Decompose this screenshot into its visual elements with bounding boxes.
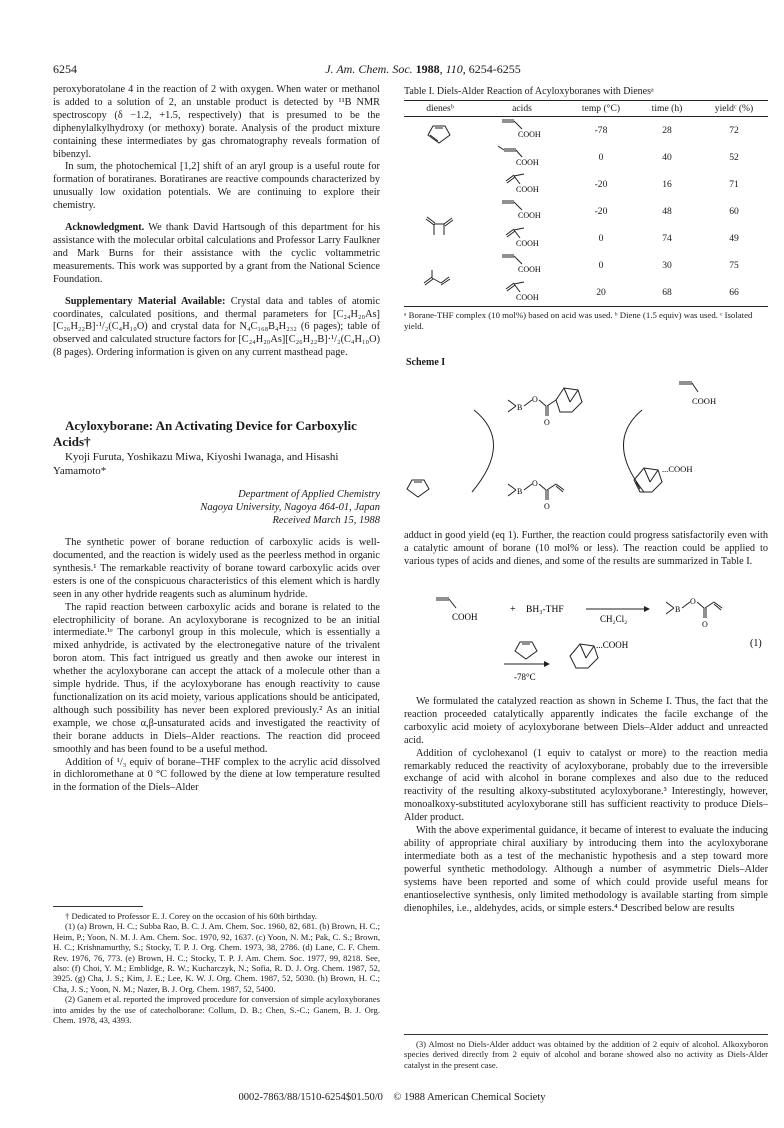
oxygen-label: O: [544, 418, 550, 427]
cell-temp: -78: [594, 125, 608, 136]
journal-year: 1988: [415, 62, 440, 76]
scheme-title: Scheme I: [406, 357, 446, 368]
table-row: [404, 117, 768, 145]
cooh-label: COOH: [516, 239, 539, 248]
cell-temp: 0: [598, 260, 604, 271]
eq-cooh-exo-label: ...COOH: [596, 640, 629, 650]
equation-1: [404, 586, 768, 684]
table-1: [404, 86, 768, 331]
prev-article-paragraph-1: peroxyboratolane 4 in the reaction of 2 with oxygen. When water or methanol is added to a solution of 2, an unstable product is detected by ¹¹B NMR spectroscopy (δ −1.2, +1.5, respectively) that is presumed to be the diphenylalkylhydroxy (or methoxy) borate. Analysis of the product mixture containing these intermediates by gas chromatography reveals formation of bibenzyl.: [53, 84, 380, 160]
scheme-arc-left: [472, 410, 494, 492]
page-number: 6254: [53, 62, 77, 76]
acrylic-acid-structure: [492, 117, 552, 141]
methacrylic-acid-structure: [492, 171, 552, 195]
right-paragraph-2: We formulated the catalyzed reaction as shown in Scheme I. Thus, the fact that the reaction proceeded catalytically apparently indicates the facile exchange of the carboxylic acid moiety of acyloxyborane between Diels–Alder adduct and unreacted acid.: [404, 696, 768, 746]
cell-time: 40: [662, 152, 672, 163]
running-header: J. Am. Chem. Soc. 1988, 110, 6254-6255: [325, 62, 521, 76]
article-title: Acyloxyborane: An Activating Device for Carboxylic Acids†: [53, 418, 357, 450]
cell-time: 68: [662, 287, 672, 298]
cell-time: 28: [662, 125, 672, 136]
eq-boron-label: B: [675, 605, 681, 614]
dimethylbutadiene-structure: [422, 211, 458, 237]
cyclopentadiene: [407, 480, 429, 497]
acknowledgment-label: Acknowledgment.: [65, 222, 145, 234]
crotonic-acid-structure: [492, 144, 552, 168]
eq-temperature: -78°C: [514, 672, 536, 682]
cooh-label: COOH: [518, 211, 541, 220]
table-grid: [404, 100, 768, 307]
isoprene-structure: [421, 267, 459, 289]
cooh-label: COOH: [518, 130, 541, 139]
right-paragraph-1: adduct in good yield (eq 1). Further, the reaction could progress satisfactorily even with a catalytic amount of borane (10 mol% or less). The reaction could be applied to various types of acids and dienes, and some of the results are summarized in Table I.: [404, 530, 768, 567]
cell-time: 74: [662, 233, 672, 244]
journal-pages: 6254-6255: [468, 62, 521, 76]
cell-yield: 49: [729, 233, 739, 244]
cell-yield: 72: [729, 125, 739, 136]
received-date: Received March 15, 1988: [272, 515, 380, 527]
left-column: [53, 84, 380, 795]
cyclopentadiene-structure: [425, 123, 455, 145]
acrylic-acid-structure: [492, 198, 552, 222]
affiliation-department: Department of Applied Chemistry: [238, 489, 380, 501]
cell-time: 30: [662, 260, 672, 271]
col-header-acids: acids: [512, 103, 532, 114]
boron-label: B: [517, 403, 523, 412]
footer-copyright: © 1988 American Chemical Society: [393, 1092, 546, 1103]
cell-yield: 60: [729, 206, 739, 217]
cell-yield: 75: [729, 260, 739, 271]
cell-temp: 20: [596, 287, 606, 298]
cell-time: 16: [662, 179, 672, 190]
supplementary-material: [53, 296, 380, 361]
cell-temp: -20: [594, 206, 608, 217]
article-paragraph-3: Addition of ¹/₃ equiv of borane–THF complex to the acrylic acid dissolved in dichloromethane at 0 °C followed by the diene at low temperature resulted in the formation of the Diels–Alder: [53, 756, 380, 794]
eq-number: (1): [750, 638, 762, 649]
oxygen-label: O: [544, 502, 550, 511]
acrylic-acid-structure: [492, 252, 552, 276]
oxygen-label: O: [532, 395, 538, 404]
col-header-time: time (h): [651, 103, 683, 114]
supplementary-text: Crystal data and tables of atomic coordinates, calculated positions, and thermal parameters for [C₂₄H₂₀As][C₂₆H₂₂B]·¹/₂(C₄H₁₀O) and crystal data for N₄C₁₆₈B₄H₂₃₂ (6 pages); table of observed and calculated structure factors for [C₂₄H₂₀As][C₂₆H₂₂B]·¹/₂(C₄H₁₀O) (8 pages). Ordering information is given on any current masthead page.: [53, 295, 380, 359]
article-authors: Kyoji Furuta, Yoshikazu Miwa, Kiyoshi Iwanaga, and Hisashi Yamamoto*: [53, 451, 339, 478]
col-header-dienes: dienesᵇ: [426, 103, 454, 114]
journal-name: J. Am. Chem. Soc.: [325, 62, 413, 76]
cooh-label: COOH: [516, 293, 539, 302]
cooh-label: COOH: [692, 396, 717, 406]
footnote-2: (2) Ganem et al. reported the improved procedure for conversion of simple acyloxyboranes into amides by the use of catecholborane: Collum, D. B.; Chen, S.-C.; Ganem, B. J. Org. Chem. 1978, 43, 4393.: [53, 994, 380, 1026]
footer-code: 0002-7863/88/1510-6254$01.50/0: [238, 1092, 383, 1103]
cell-yield: 66: [729, 287, 739, 298]
footnote-3: (3) Almost no Diels-Alder adduct was obtained by the addition of 2 equiv of alcohol. Alkoxyboron species derived directly from 2 equiv of alcohol and borane showed also no activity as Diels-Alder catalyst in the present case.: [404, 1039, 768, 1070]
cell-time: 48: [662, 206, 672, 217]
eq-oxygen-label: O: [690, 597, 696, 606]
oxygen-label: O: [532, 479, 538, 488]
methacrylic-acid-structure: [492, 279, 552, 303]
eq-cooh-label: COOH: [452, 612, 478, 622]
eq-oxygen-label: O: [702, 620, 708, 629]
footnote-1: (1) (a) Brown, H. C.; Subba Rao, B. C. J. Am. Chem. Soc. 1960, 82, 681. (b) Brown, H. C.; Heim, P.; Yoon, N. M. J. Am. Chem. Soc. 1970, 92, 1637. (c) Yoon, N. M.; Pak, C. S.; Brown, H. C.; Krishnamurthy, S.; Stocky, T. P. J. Org. Chem. 1973, 38, 2786. (d) Lane, C. F. Chem. Rev. 1976, 76, 773. (e) Brown, H. C.; Stocky, T. P. J. Am. Chem. Soc. 1977, 99, 8218. See, also: (f) Choi, Y. M.; Emblidge, R. W.; Kucharczyk, N.; Sofia, R. D. J. Org. Chem. 1987, 52, 3925. (g) Cha, J. S.; Kim, J. E.; Lee, K. W. J. Org. Chem. 1987, 52, 5030. (h) Brown, H. C.; Cha, J. S.; Yoon, N. M.; Nazer, B. J. Org. Chem. 1987, 52, 5400.: [53, 921, 380, 994]
cooh-exo-label: ...COOH: [662, 464, 693, 474]
cell-temp: 0: [598, 152, 604, 163]
page-footer: [0, 1092, 784, 1103]
acknowledgment: [53, 222, 380, 287]
boron-label: B: [517, 487, 523, 496]
cooh-label: COOH: [516, 185, 539, 194]
right-footnotes: [404, 1026, 768, 1070]
col-header-yield: yieldᶜ (%): [714, 103, 754, 114]
cell-temp: -20: [594, 179, 608, 190]
table-note: ᵃ Borane-THF complex (10 mol%) based on acid was used. ᵇ Diene (1.5 equiv) was used. ᶜ Isolated yield.: [404, 310, 753, 331]
table-caption: Table I. Diels-Alder Reaction of Acyloxyboranes with Dienesᵃ: [404, 86, 654, 97]
article-paragraph-2: The rapid reaction between carboxylic acids and borane is related to the electrophilicity of borane. An acyloxyborane is recognized to be an initial intermediate.¹ᵉ The carbonyl group in this molecule, which is essentially a mixed anhydride, is activated by the electronegative nature of the trivalent boron atom. This fact intrigued us greatly and then awoke our interest in whether the acyloxyborane can accept the attack of a molecule other than a simple hydride. Thus, if the acyloxyborane has enough reactivity to cause functionalization on its acid moiety, various applications should be anticipated, although such possibility has never been explored previously.² As an initial example, we chose α,β-unsaturated acids and investigated the reactivity of their borane adducts in Diels–Alder reactions. The reaction did proceed smoothly and has been found to be a useful method.: [53, 601, 380, 755]
scheme-1-diagram: [404, 372, 768, 520]
right-column-bottom: [404, 696, 768, 915]
right-column-top: [404, 530, 768, 569]
methacrylic-acid-structure: [492, 225, 552, 249]
right-paragraph-3: Addition of cyclohexanol (1 equiv to catalyst or more) to the reaction media remarkably reduced the reactivity of acyloxyborane, probably due to the irreversible exchange of acid with alcohol in borane complexes and also due to the reduced reactivity of the resulting alkoxy-substituted acyloxyborane.³ Interestingly, however, monoalkoxy-substituted acyloxyborane still has sufficient reactivity to produce Diels–Alder product.: [404, 747, 768, 824]
table-row: [404, 198, 768, 225]
eq-reagent: BH₃-THF: [526, 605, 564, 615]
eq-plus: +: [510, 604, 516, 615]
cell-yield: 71: [729, 179, 739, 190]
col-header-temp: temp (°C): [581, 103, 621, 114]
norbornene-carboxylic-acid: [634, 464, 692, 492]
acyloxyborane: [508, 479, 564, 511]
journal-volume: 110: [445, 62, 463, 76]
cooh-label: COOH: [518, 265, 541, 274]
acknowledgment-text: We thank David Hartsough of this department for his assistance with the molecular orbital calculations and Professor Larry Faulkner and Mark Burns for their assistance with the cyclic voltammetric measurements. This work was supported by a grant from the National Science Foundation.: [53, 222, 380, 285]
cell-yield: 52: [729, 152, 739, 163]
acyloxyborane-adduct: [508, 388, 582, 427]
table-row: [404, 252, 768, 279]
acrylic-acid: [679, 382, 716, 406]
footnote-dagger: † Dedicated to Professor E. J. Corey on the occasion of his 60th birthday.: [65, 911, 317, 921]
left-footnotes: [53, 898, 380, 1025]
cell-temp: 0: [598, 233, 604, 244]
article-paragraph-1: The synthetic power of borane reduction of carboxylic acids is well-documented, and the reaction is widely used as the peerless method in organic synthesis.¹ The remarkable reactivity of borane toward carboxylic acids over esters is one of the conspicuous characteristics of this element which is hardly seen in any other hydride reagents such as aluminum hydride.: [53, 537, 380, 600]
eq-solvent: CH₂Cl₂: [600, 614, 628, 624]
right-paragraph-4: With the above experimental guidance, it became of interest to evaluate the inducing ability of appropriate chiral auxiliary by introducing them into the acyloxyborane intermediate both as a test of the mechanistic hypothesis and a step toward more powerful synthetic methodology. Although a number of asymmetric Diels–Alder systems have been reported and some of which could provide useful means for enantioselective synthesis, only limited methodology is available starting from simple dienophiles, i.e., aldehydes, acids, or simple esters.⁴ Described below are results: [404, 825, 768, 914]
affiliation-university: Nagoya University, Nagoya 464-01, Japan: [200, 502, 380, 514]
supplementary-label: Supplementary Material Available:: [65, 295, 226, 307]
cooh-label: COOH: [516, 158, 539, 167]
prev-article-paragraph-2: In sum, the photochemical [1,2] shift of an aryl group is a useful route for formation of boratiranes. Boratiranes are reactive compounds characterized by unusually low oxidation potentials. We are continuing to explore their chemistry.: [53, 161, 380, 212]
